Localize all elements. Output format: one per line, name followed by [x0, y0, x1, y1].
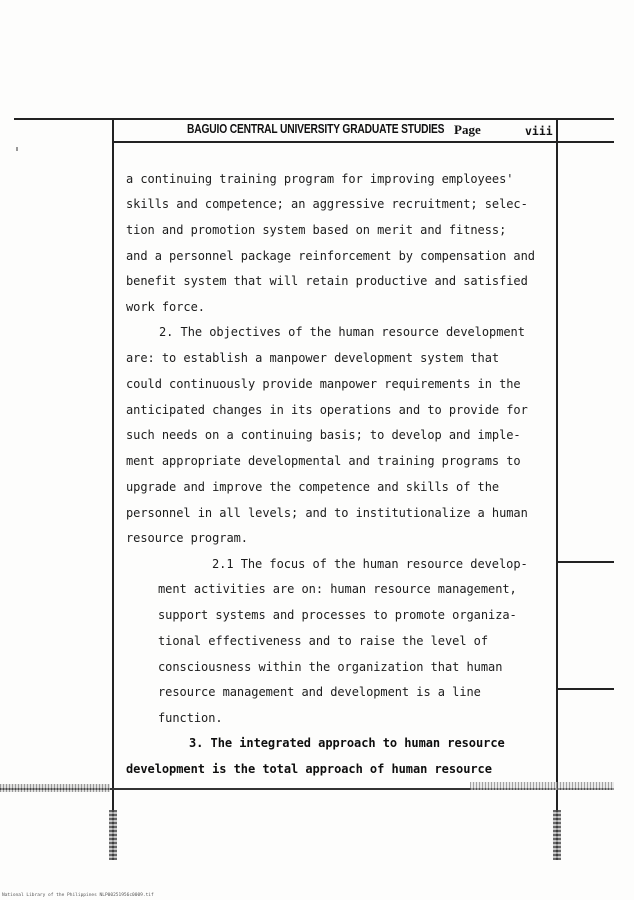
header-rule — [112, 141, 614, 143]
text-line: function. — [158, 711, 223, 725]
page-header — [112, 120, 556, 141]
scan-artifact — [0, 784, 110, 792]
text-line: skills and competence; an aggressive recruitment; selec- — [126, 197, 528, 211]
text-line: 2.1 The focus of the human resource develop- — [212, 557, 528, 571]
text-line: such needs on a continuing basis; to develop and imple- — [126, 428, 521, 442]
page-number: viii — [525, 124, 553, 138]
text-line: a continuing training program for improving employees' — [126, 172, 514, 186]
text-line: benefit system that will retain productive and satisfied — [126, 274, 528, 288]
text-line: and a personnel package reinforcement by compensation and — [126, 249, 535, 263]
text-line: consciousness within the organization that human — [158, 660, 503, 674]
scan-artifact — [470, 782, 614, 790]
text-line: resource program. — [126, 531, 248, 545]
scan-artifact — [553, 810, 561, 860]
page-label: Page — [454, 122, 481, 137]
text-line: tion and promotion system based on merit and fitness; — [126, 223, 507, 237]
text-line: tional effectiveness and to raise the level of — [158, 634, 489, 648]
text-line: are: to establish a manpower development system that — [126, 351, 500, 365]
scan-footer-note: National Library of the Philippines NLP00251956c0009.tif — [2, 893, 154, 898]
text-line: personnel in all levels; and to institutionalize a human — [126, 506, 528, 520]
text-line: 3. The integrated approach to human resource — [189, 736, 505, 750]
left-margin-rule — [112, 118, 114, 860]
text-line: anticipated changes in its operations and to provide for — [126, 403, 528, 417]
scan-artifact — [16, 147, 18, 151]
text-line: resource management and development is a line — [158, 685, 481, 699]
text-line: work force. — [126, 300, 205, 314]
text-line: upgrade and improve the competence and skills of the — [126, 480, 500, 494]
header-title: BAGUIO CENTRAL UNIVERSITY GRADUATE STUDIES — [187, 122, 445, 136]
right-margin-tick — [556, 561, 614, 563]
text-line: ment appropriate developmental and training programs to — [126, 454, 521, 468]
text-line: development is the total approach of human resource — [126, 762, 492, 776]
right-margin-rule — [556, 118, 558, 860]
text-line: could continuously provide manpower requirements in the — [126, 377, 521, 391]
scan-artifact — [109, 810, 117, 860]
right-margin-tick — [556, 688, 614, 690]
text-line: ment activities are on: human resource management, — [158, 582, 517, 596]
text-line: support systems and processes to promote organiza- — [158, 608, 517, 622]
text-line: 2. The objectives of the human resource development — [159, 325, 525, 339]
